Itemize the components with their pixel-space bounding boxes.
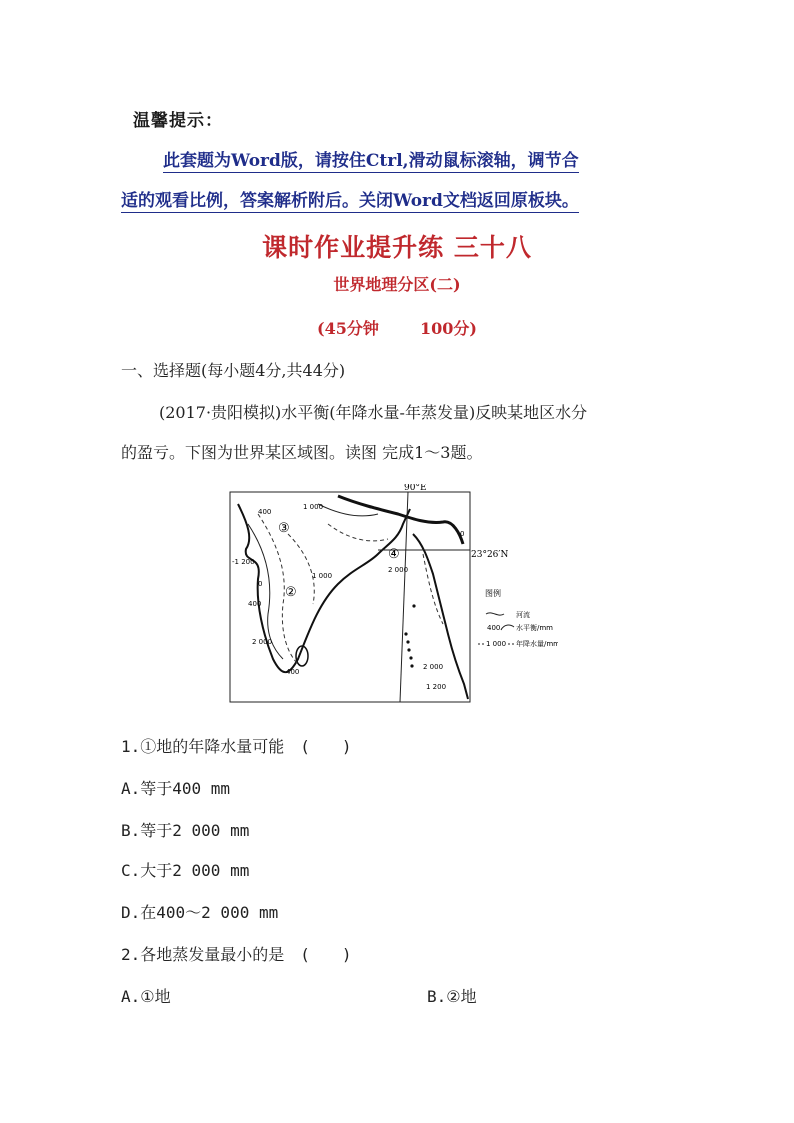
legend-river: 河流: [516, 611, 530, 619]
total-score: 100分): [420, 319, 477, 338]
question-stem: 1.①地的年降水量可能 ( ): [121, 737, 352, 756]
contour-label: 1 000: [303, 503, 324, 511]
lon-label: 90°E: [404, 484, 427, 493]
region-map: [228, 484, 558, 706]
contour-label: 0: [460, 530, 465, 538]
question-option: C.大于2 000 mm: [121, 861, 250, 880]
legend-balance: 水平衡/mm: [516, 624, 553, 632]
time-score-line: [0, 316, 794, 339]
legend-river-icon: [486, 613, 504, 615]
contour-label: 400: [286, 668, 300, 676]
contour-label: 0: [258, 580, 263, 588]
time-limit: (45分钟: [317, 319, 379, 338]
contour-label: -1 200: [232, 558, 255, 566]
legend-title: 图例: [485, 589, 501, 598]
contour-label: 2 000: [252, 638, 273, 646]
contour-label: 400: [248, 600, 262, 608]
legend-balance-value: 400: [487, 624, 501, 632]
legend-balance-icon: [501, 625, 514, 630]
contour-label: 1 000: [312, 572, 333, 580]
page-title: 课时作业提升练 三十八: [262, 233, 532, 262]
contour-label: 2 000: [388, 566, 409, 574]
legend-precip-value: 1 000: [486, 640, 507, 648]
marker-3: ③: [278, 521, 290, 536]
intro-line-1: (2017·贵阳模拟)水平衡(年降水量-年蒸发量)反映某地区水分: [159, 403, 588, 422]
question-option: A.①地: [121, 987, 171, 1006]
contour-label: 2 000: [423, 663, 444, 671]
region-map-svg: [228, 484, 558, 706]
tip-title: 温馨提示：: [133, 111, 223, 131]
question-option: D.在400～2 000 mm: [121, 903, 279, 922]
page-subtitle: 世界地理分区(二): [333, 275, 461, 294]
contour-label: 1 200: [426, 683, 447, 691]
section-heading: 一、选择题(每小题4分,共44分): [121, 361, 346, 380]
marker-2: ②: [285, 585, 297, 600]
question-option: A.等于400 mm: [121, 779, 231, 798]
tip-line-1: 此套题为Word版，请按住Ctrl,滑动鼠标滚轴，调节合: [163, 146, 579, 173]
lat-label: 23°26′N: [471, 550, 509, 560]
marker-4: ④: [388, 547, 400, 562]
contour-label: 400: [258, 508, 272, 516]
tip-line-2: 适的观看比例，答案解析附后。关闭Word文档返回原板块。: [121, 186, 579, 213]
intro-line-2: 的盈亏。下图为世界某区域图。读图 完成1～3题。: [121, 443, 483, 462]
question-stem: 2.各地蒸发量最小的是 ( ): [121, 945, 352, 964]
legend-precip: 年降水量/mm: [516, 640, 558, 648]
question-option: B.等于2 000 mm: [121, 821, 250, 840]
question-option: B.②地: [427, 987, 477, 1006]
